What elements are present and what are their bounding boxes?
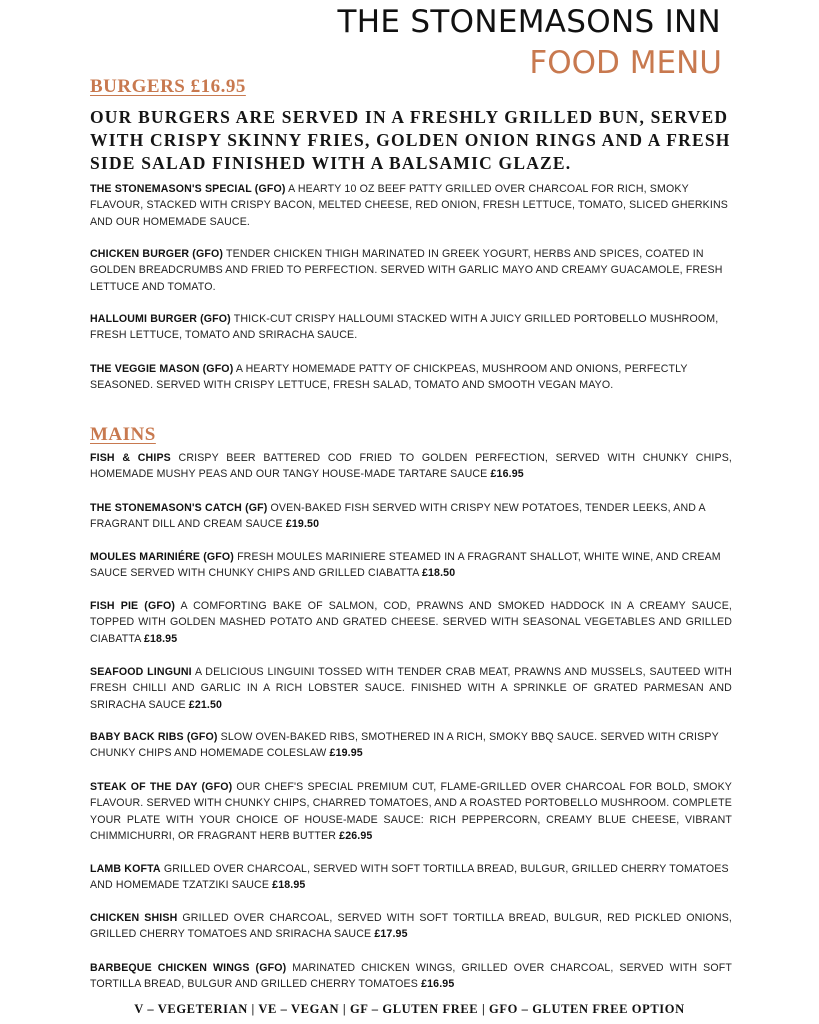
menu-item	[90, 549, 732, 582]
mains-heading: MAINS	[90, 424, 156, 445]
item-name: BARBEQUE CHICKEN WINGS (GFO)	[90, 962, 287, 974]
item-price: £19.50	[285, 518, 320, 531]
item-price: £16.95	[421, 978, 455, 991]
item-name: THE STONEMASON'S SPECIAL (GFO)	[90, 183, 286, 195]
item-name: THE STONEMASON'S CATCH (GF)	[90, 502, 268, 514]
item-description: A HEARTY HOMEMADE PATTY OF CHICKPEAS, MUSHROOM AND ONIONS, PERFECTLY SEASONED. SERVED WITH CRISPY LETTUCE, FRESH SALAD, TOMATO AND SMOOTH VEGAN MAYO.	[90, 363, 688, 392]
item-price: £18.50	[421, 567, 456, 580]
item-name: CHICKEN BURGER (GFO)	[90, 248, 224, 260]
item-price: £17.95	[374, 928, 408, 941]
dietary-legend: V – VEGETERIAN | VE – VEGAN | GF – GLUTEN FREE | GFO – GLUTEN FREE OPTION	[134, 1002, 685, 1016]
menu-item	[90, 450, 732, 483]
item-name: STEAK OF THE DAY (GFO)	[90, 781, 233, 793]
item-description: OUR CHEF'S SPECIAL PREMIUM CUT, FLAME-GRILLED OVER CHARCOAL FOR BOLD, SMOKY FLAVOUR. SERVED WITH CHUNKY CHIPS, CHARRED TOMATOES, AND A ROASTED PORTOBELLO MUSHROOM. COMPLETE YOUR PLATE WITH YOUR CHOICE OF HOUSE-MADE SAUCE: RICH PEPPERCORN, CREAMY BLUE CHEESE, VIBRANT CHIMMICHURRI, OR FRAGRANT HERB BUTTER	[90, 781, 732, 843]
item-price: £16.95	[490, 468, 524, 481]
item-price: £18.95	[143, 632, 178, 645]
menu-item	[90, 311, 732, 344]
item-price: £26.95	[339, 830, 373, 843]
item-name: THE VEGGIE MASON (GFO)	[90, 363, 234, 375]
item-price: £18.95	[272, 879, 306, 892]
menu-item	[90, 361, 732, 394]
item-description: TENDER CHICKEN THIGH MARINATED IN GREEK YOGURT, HERBS AND SPICES, COATED IN GOLDEN BREADCRUMBS AND FRIED TO PERFECTION. SERVED WITH GARLIC MAYO AND CREAMY GUACAMOLE, FRESH LETTUCE AND TOMATO.	[90, 248, 723, 293]
menu-item	[90, 910, 732, 943]
item-name: SEAFOOD LINGUNI	[90, 666, 192, 678]
item-description: A DELICIOUS LINGUINI TOSSED WITH TENDER CRAB MEAT, PRAWNS AND MUSSELS, SAUTEED WITH FRESH CHILLI AND GARLIC IN A RICH LOBSTER SAUCE. FINISHED WITH A SPRINKLE OF GRATED PARMESAN AND SRIRACHA SAUCE	[90, 666, 732, 711]
menu-item	[90, 861, 732, 894]
item-name: LAMB KOFTA	[90, 863, 161, 875]
item-name: HALLOUMI BURGER (GFO)	[90, 313, 231, 325]
burgers-heading: BURGERS £16.95	[90, 76, 246, 97]
item-name: FISH & CHIPS	[90, 452, 171, 464]
item-name: FISH PIE (GFO)	[90, 600, 176, 612]
item-description: GRILLED OVER CHARCOAL, SERVED WITH SOFT TORTILLA BREAD, BULGUR, RED PICKLED ONIONS, GRILLED CHERRY TOMATOES AND SRIRACHA SAUCE	[90, 912, 733, 941]
item-description: MARINATED CHICKEN WINGS, GRILLED OVER CHARCOAL, SERVED WITH SOFT TORTILLA BREAD, BULGUR AND GRILLED CHERRY TOMATOES	[90, 962, 733, 991]
item-name: BABY BACK RIBS (GFO)	[90, 731, 218, 743]
menu-item	[90, 181, 732, 230]
item-description: SLOW OVEN-BAKED RIBS, SMOTHERED IN A RICH, SMOKY BBQ SAUCE. SERVED WITH CRISPY CHUNKY CHIPS AND HOMEMADE COLESLAW	[90, 731, 719, 760]
item-description: A COMFORTING BAKE OF SALMON, COD, PRAWNS AND SMOKED HADDOCK IN A CREAMY SAUCE, TOPPED WITH GOLDEN MASHED POTATO AND GRATED CHEESE. SERVED WITH SEASONAL VEGETABLES AND GRILLED CIABATTA	[90, 600, 733, 645]
menu-item	[90, 729, 732, 762]
item-description: A HEARTY 10 OZ BEEF PATTY GRILLED OVER CHARCOAL FOR RICH, SMOKY FLAVOUR, STACKED WITH CRISPY BACON, MELTED CHEESE, RED ONION, FRESH LETTUCE, TOMATO, SLICED GHERKINS AND OUR HOMEMADE SAUCE.	[90, 183, 728, 228]
item-name: MOULES MARINIÉRE (GFO)	[90, 551, 234, 563]
menu-item	[90, 598, 732, 647]
menu-item	[90, 500, 732, 533]
menu-item	[90, 246, 732, 295]
menu-item	[90, 664, 732, 713]
page-subtitle: FOOD MENU	[529, 45, 722, 81]
menu-item	[90, 960, 732, 993]
item-description: OVEN-BAKED FISH SERVED WITH CRISPY NEW POTATOES, TENDER LEEKS, AND A FRAGRANT DILL AND CREAM SAUCE	[90, 502, 706, 531]
item-description: CRISPY BEER BATTERED COD FRIED TO GOLDEN PERFECTION, SERVED WITH CHUNKY CHIPS, HOMEMADE MUSHY PEAS AND OUR TANGY HOUSE-MADE TARTARE SAUCE	[90, 452, 733, 481]
item-price: £19.95	[329, 747, 363, 760]
item-description: GRILLED OVER CHARCOAL, SERVED WITH SOFT TORTILLA BREAD, BULGUR, GRILLED CHERRY TOMATOES AND HOMEMADE TZATZIKI SAUCE	[90, 863, 729, 892]
item-name: CHICKEN SHISH	[90, 912, 178, 924]
burgers-intro: OUR BURGERS ARE SERVED IN A FRESHLY GRILLED BUN, SERVED WITH CRISPY SKINNY FRIES, GOLDEN ONION RINGS AND A FRESH SIDE SALAD FINISHED WITH A BALSAMIC GLAZE.	[90, 107, 731, 173]
page-title: THE STONEMASONS INN	[337, 4, 721, 40]
menu-item	[90, 779, 732, 845]
item-description: FRESH MOULES MARINIERE STEAMED IN A FRAGRANT SHALLOT, WHITE WINE, AND CREAM SAUCE SERVED WITH CHUNKY CHIPS AND GRILLED CIABATTA	[90, 551, 721, 580]
item-price: £21.50	[188, 698, 223, 711]
item-description: THICK-CUT CRISPY HALLOUMI STACKED WITH A JUICY GRILLED PORTOBELLO MUSHROOM, FRESH LETTUCE, TOMATO AND SRIRACHA SAUCE.	[90, 313, 719, 342]
